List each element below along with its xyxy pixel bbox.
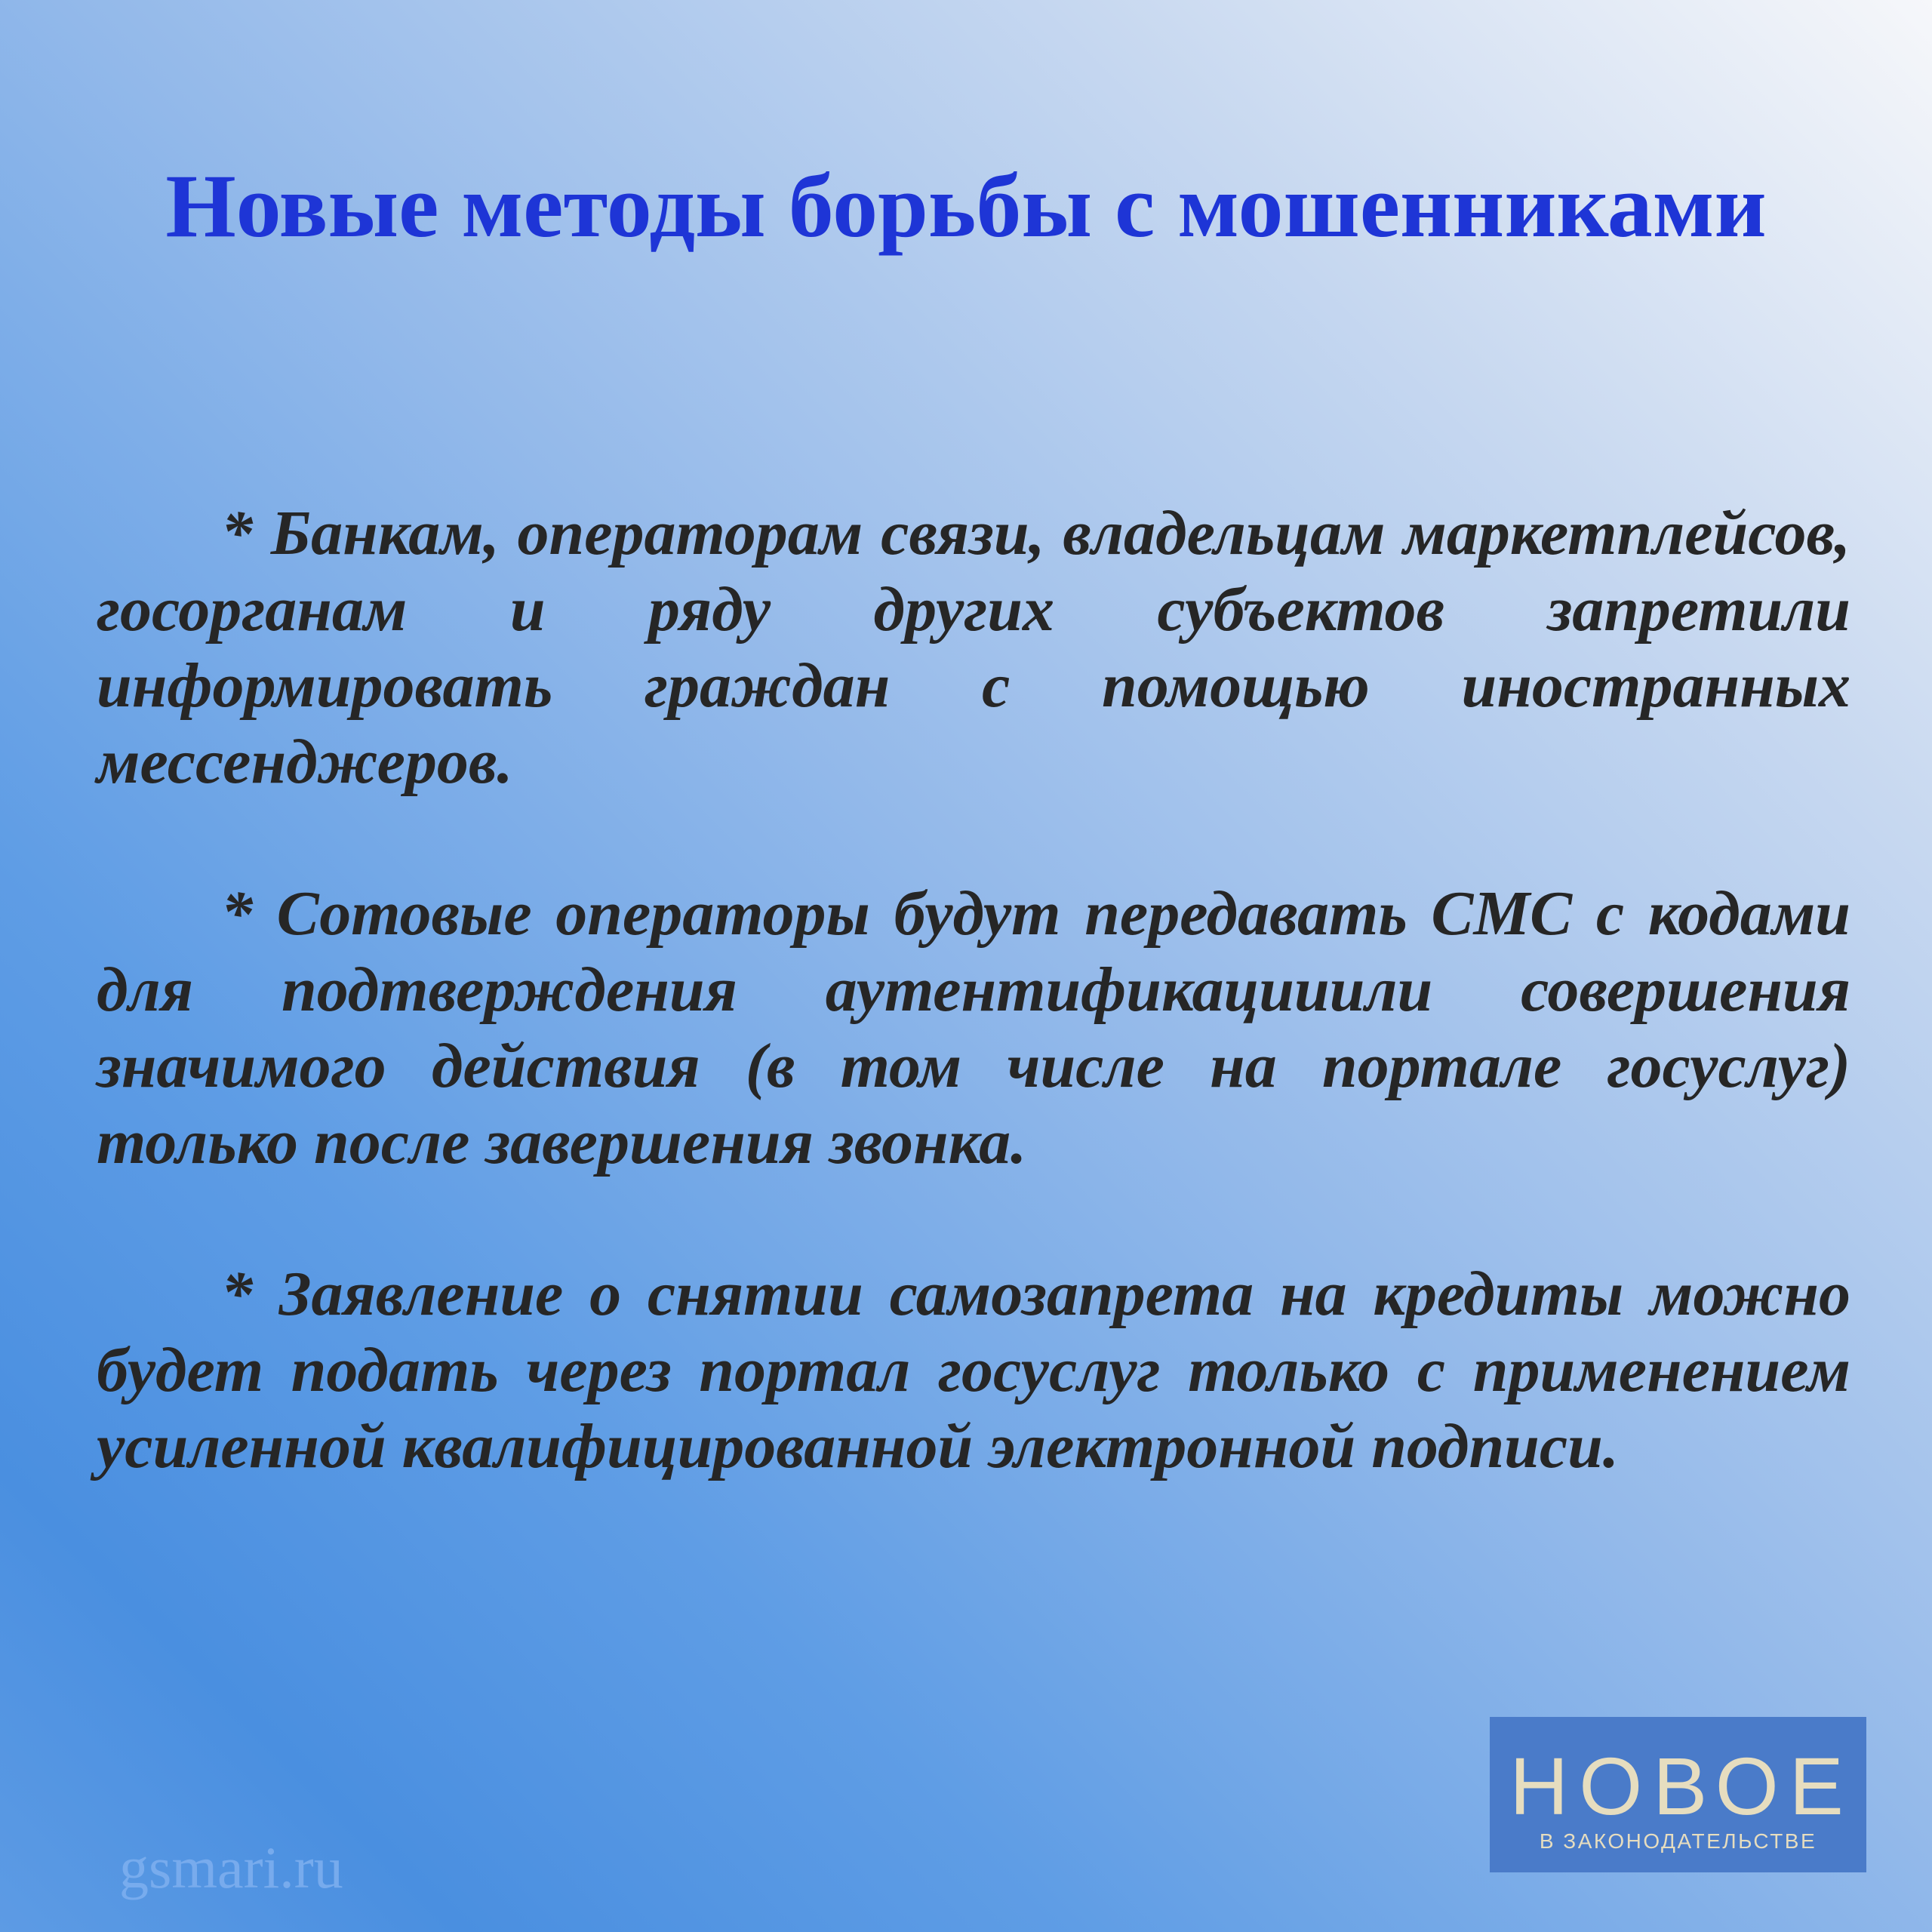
logo-sub-text: В ЗАКОНОДАТЕЛЬСТВЕ (1539, 1829, 1817, 1853)
paragraph-sms-codes: * Сотовые операторы будут передавать СМС с кодами для подтверждения аутентификацииили совершения значимого действия (в том числе на портале госуслуг) только после завершения звонка. (97, 878, 1850, 1177)
logo (1490, 1717, 1866, 1872)
watermark: gsmari.ru (119, 1835, 343, 1900)
paragraph-messengers-ban: * Банкам, операторам связи, владельцам маркетплейсов, госорганам и ряду других субъектов запретили информировать граждан с помощью иностранных мессенджеров. (97, 498, 1850, 797)
logo-main-text: НОВОЕ (1509, 1740, 1854, 1832)
page-title: Новые методы борьбы с мошенниками (165, 155, 1767, 256)
body-text (97, 495, 1850, 1560)
paragraph-self-ban-removal: * Заявление о снятии самозапрета на кредиты можно будет подать через портал госуслуг только с применением усиленной квалифицированной электронной подписи. (97, 1259, 1850, 1481)
